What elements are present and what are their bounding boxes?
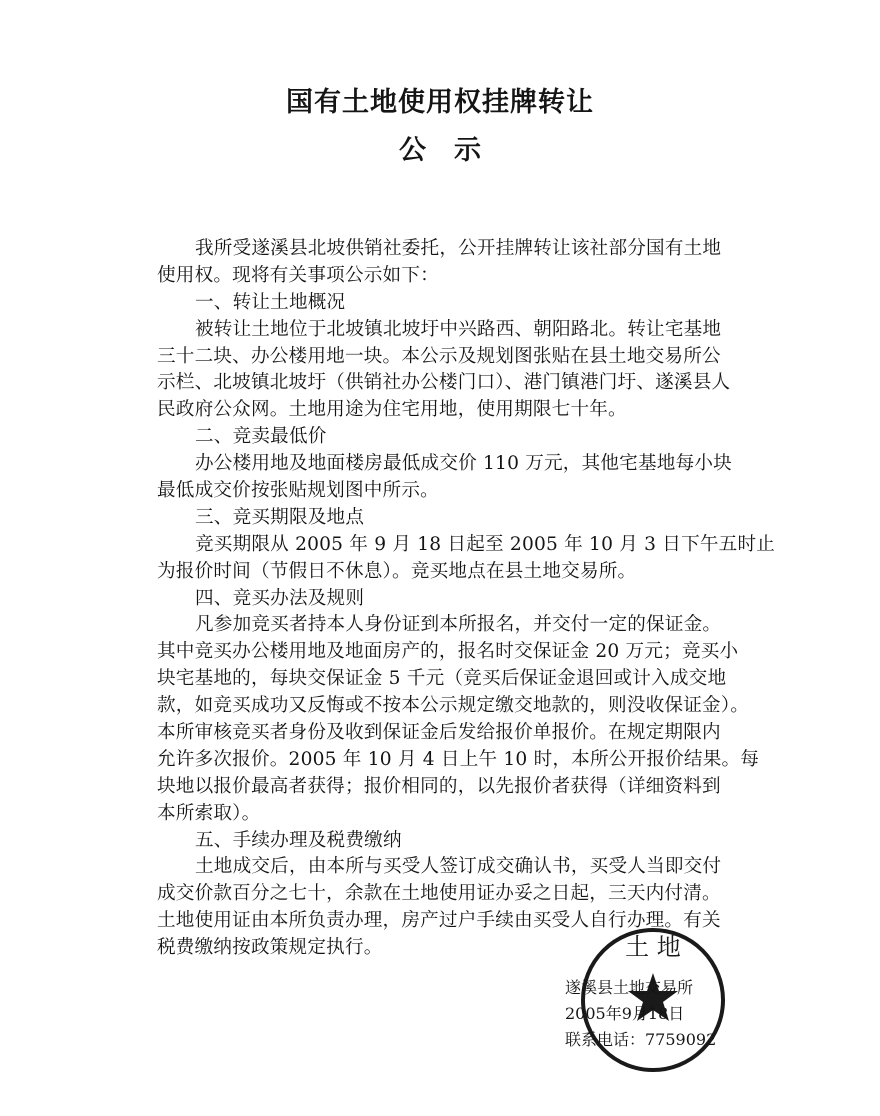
section-heading: 三、竞买期限及地点	[195, 506, 365, 528]
body-line: 成交价款百分之七十，余款在土地使用证办妥之日起，三天内付清。	[157, 883, 721, 905]
issuer-name: 遂溪县土地交易所	[565, 978, 694, 997]
issue-date: 2005年9月18日	[565, 1004, 685, 1023]
body-line: 民政府公众网。土地用途为住宅用地，使用期限七十年。	[157, 399, 627, 421]
body-line: 竞买期限从 2005 年 9 月 18 日起至 2005 年 10 月 3 日下午五时止	[195, 533, 776, 555]
body-line: 本所索取）。	[157, 802, 261, 824]
body-line: 被转让土地位于北坡镇北坡圩中兴路西、朝阳路北。转让宅基地	[195, 318, 722, 340]
body-line: 本所审核竞买者身份及收到保证金后发给报价单报价。在规定期限内	[157, 722, 721, 744]
section-heading: 一、转让土地概况	[195, 291, 346, 313]
body-line: 我所受遂溪县北坡供销社委托，公开挂牌转让该社部分国有土地	[195, 238, 722, 259]
body-line: 税费缴纳按政策规定执行。	[157, 937, 383, 959]
body-line: 块地以报价最高者获得；报价相同的，以先报价者获得（详细资料到	[157, 775, 721, 797]
body-line: 三十二块、办公楼用地一块。本公示及规划图张贴在县土地交易所公	[157, 345, 721, 367]
body-line: 办公楼用地及地面楼房最低成交价 110 万元，其他宅基地每小块	[195, 453, 732, 475]
document-title: 国有土地使用权挂牌转让	[286, 87, 594, 118]
signoff-block	[565, 975, 716, 1053]
section-heading: 二、竞卖最低价	[195, 426, 327, 448]
body-line: 块宅基地的，每块交保证金 5 千元（竞买后保证金退回或计入成交地	[157, 668, 727, 690]
svg-text:土 地: 土 地	[625, 933, 681, 961]
contact-phone: 联系电话：7759092	[565, 1030, 717, 1049]
body-line: 凡参加竞买者持本人身份证到本所报名，并交付一定的保证金。	[195, 614, 722, 636]
body-line: 其中竞买办公楼用地及地面房产的，报名时交保证金 20 万元；竞买小	[157, 641, 739, 663]
body-line: 土地成交后，由本所与买受人签订成交确认书，买受人当即交付	[195, 856, 722, 878]
body-line: 为报价时间（节假日不休息）。竞买地点在县土地交易所。	[157, 560, 637, 582]
body-line: 款，如竞买成功又反悔或不按本公示规定缴交地款的，则没收保证金）。	[157, 695, 750, 717]
body-line: 使用权。现将有关事项公示如下：	[157, 264, 439, 286]
document-body	[157, 236, 776, 962]
body-line: 土地使用证由本所负责办理，房产过户手续由买受人自行办理。有关	[157, 910, 721, 932]
section-heading: 五、手续办理及税费缴纳	[195, 829, 402, 851]
body-line: 允许多次报价。2005 年 10 月 4 日上午 10 时，本所公开报价结果。每	[157, 748, 760, 770]
section-heading: 四、竞买办法及规则	[195, 587, 365, 609]
body-line: 最低成交价按张贴规划图中所示。	[157, 480, 439, 502]
document-subtitle: 公示	[399, 135, 509, 166]
body-line: 示栏、北坡镇北坡圩（供销社办公楼门口）、港门镇港门圩、遂溪县人	[157, 372, 731, 394]
